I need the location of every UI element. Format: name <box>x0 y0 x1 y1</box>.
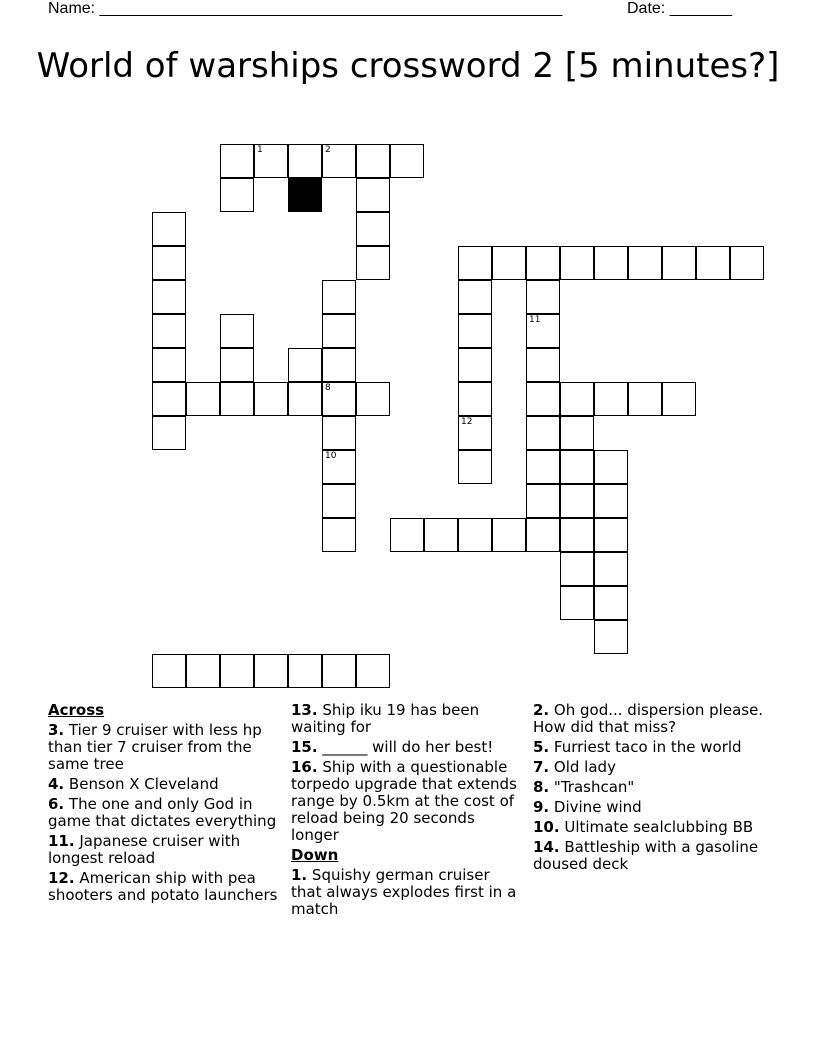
grid-cell[interactable] <box>560 484 594 518</box>
grid-cell[interactable] <box>322 518 356 552</box>
grid-cell[interactable] <box>322 654 356 688</box>
clue-number: 1 <box>257 145 263 155</box>
grid-cell[interactable] <box>662 382 696 416</box>
grid-cell[interactable] <box>220 348 254 382</box>
grid-cell[interactable] <box>220 314 254 348</box>
clue-number: 8 <box>325 383 331 393</box>
grid-cell[interactable] <box>594 246 628 280</box>
grid-cell[interactable] <box>288 654 322 688</box>
clue-down-10: 10. Ultimate sealclubbing BB <box>533 818 754 836</box>
grid-cell[interactable] <box>322 484 356 518</box>
grid-cell[interactable] <box>322 450 356 484</box>
grid-cell[interactable] <box>288 348 322 382</box>
grid-cell[interactable] <box>458 518 492 552</box>
grid-cell[interactable] <box>458 348 492 382</box>
grid-cell[interactable] <box>288 382 322 416</box>
grid-cell[interactable] <box>152 212 186 246</box>
down-heading: Down <box>291 846 339 864</box>
grid-cell[interactable] <box>424 518 458 552</box>
grid-cell[interactable] <box>220 144 254 178</box>
grid-cell[interactable] <box>594 586 628 620</box>
clue-down-1: 1. Squishy german cruiser that always explodes first in a match <box>291 866 517 918</box>
grid-cell[interactable] <box>220 654 254 688</box>
grid-cell[interactable] <box>356 144 390 178</box>
grid-cell[interactable] <box>322 280 356 314</box>
grid-cell[interactable] <box>152 654 186 688</box>
grid-cell[interactable] <box>526 382 560 416</box>
grid-cell[interactable] <box>526 280 560 314</box>
grid-cell[interactable] <box>322 382 356 416</box>
grid-cell[interactable] <box>356 382 390 416</box>
grid-cell[interactable] <box>220 178 254 212</box>
grid-cell[interactable] <box>390 518 424 552</box>
clue-number: 11 <box>529 315 541 325</box>
clue-across-11: 11. Japanese cruiser with longest reload <box>48 832 241 867</box>
clue-across-16: 16. Ship with a questionable torpedo upgrade that extends range by 0.5km at the cost of reload being 20 seconds longer <box>291 758 517 844</box>
across-heading: Across <box>48 701 105 719</box>
clue-down-5: 5. Furriest taco in the world <box>533 738 742 756</box>
grid-cell[interactable] <box>526 314 560 348</box>
grid-cell[interactable] <box>594 518 628 552</box>
grid-cell[interactable] <box>254 382 288 416</box>
name-field-label: Name: ____________________________________________________ <box>48 0 563 17</box>
grid-cell[interactable] <box>152 382 186 416</box>
grid-cell[interactable] <box>526 348 560 382</box>
grid-cell[interactable] <box>458 246 492 280</box>
clue-down-2: 2. Oh god... dispersion please. How did that miss? <box>533 701 764 736</box>
grid-cell[interactable] <box>254 654 288 688</box>
clue-across-13: 13. Ship iku 19 has been waiting for <box>291 701 480 736</box>
grid-cell[interactable] <box>526 450 560 484</box>
grid-cell[interactable] <box>526 518 560 552</box>
grid-cell[interactable] <box>322 416 356 450</box>
grid-cell[interactable] <box>288 144 322 178</box>
grid-cell[interactable] <box>322 314 356 348</box>
clues-column-2 <box>291 702 523 921</box>
grid-cell[interactable] <box>152 314 186 348</box>
grid-cell[interactable] <box>594 620 628 654</box>
grid-cell[interactable] <box>594 382 628 416</box>
grid-cell[interactable] <box>322 144 356 178</box>
grid-cell[interactable] <box>458 416 492 450</box>
grid-cell[interactable] <box>458 314 492 348</box>
clue-across-12: 12. American ship with pea shooters and potato launchers <box>48 869 278 904</box>
grid-cell[interactable] <box>322 348 356 382</box>
grid-cell[interactable] <box>594 552 628 586</box>
grid-cell[interactable] <box>186 654 220 688</box>
clues-column-3 <box>533 702 765 876</box>
grid-cell[interactable] <box>356 654 390 688</box>
grid-cell[interactable] <box>492 246 526 280</box>
grid-cell[interactable] <box>390 144 424 178</box>
grid-cell[interactable] <box>458 280 492 314</box>
grid-cell[interactable] <box>628 246 662 280</box>
grid-cell[interactable] <box>594 484 628 518</box>
clue-number: 12 <box>461 417 473 427</box>
clue-down-8: 8. "Trashcan" <box>533 778 635 796</box>
clue-down-7: 7. Old lady <box>533 758 616 776</box>
grid-cell[interactable] <box>356 178 390 212</box>
grid-cell[interactable] <box>186 382 220 416</box>
grid-cell[interactable] <box>458 382 492 416</box>
clue-across-6: 6. The one and only God in game that dictates everything <box>48 795 277 830</box>
grid-cell[interactable] <box>254 144 288 178</box>
grid-cell[interactable] <box>152 416 186 450</box>
clue-number: 10 <box>325 451 337 461</box>
clue-down-9: 9. Divine wind <box>533 798 642 816</box>
grid-cell[interactable] <box>594 450 628 484</box>
grid-cell[interactable] <box>560 382 594 416</box>
grid-cell[interactable] <box>730 246 764 280</box>
clue-across-3: 3. Tier 9 cruiser with less hp than tier 7 cruiser from the same tree <box>48 721 262 773</box>
grid-cell[interactable] <box>152 280 186 314</box>
grid-cell[interactable] <box>560 518 594 552</box>
grid-cell[interactable] <box>526 416 560 450</box>
grid-cell[interactable] <box>356 212 390 246</box>
clue-down-14: 14. Battleship with a gasoline doused deck <box>533 838 759 873</box>
clue-number: 2 <box>325 145 331 155</box>
grid-cell[interactable] <box>526 246 560 280</box>
grid-cell[interactable] <box>560 552 594 586</box>
grid-cell[interactable] <box>560 246 594 280</box>
grid-cell[interactable] <box>628 382 662 416</box>
grid-cell[interactable] <box>152 246 186 280</box>
grid-cell[interactable] <box>356 246 390 280</box>
grid-cell[interactable] <box>492 518 526 552</box>
grid-cell[interactable] <box>696 246 730 280</box>
grid-cell[interactable] <box>560 586 594 620</box>
grid-cell[interactable] <box>662 246 696 280</box>
grid-cell[interactable] <box>152 348 186 382</box>
grid-cell[interactable] <box>526 484 560 518</box>
clue-across-4: 4. Benson X Cleveland <box>48 775 219 793</box>
clues-column-1 <box>48 702 280 907</box>
grid-cell[interactable] <box>458 450 492 484</box>
clue-across-15: 15. ______ will do her best! <box>291 738 494 756</box>
grid-cell[interactable] <box>560 450 594 484</box>
date-field-label: Date: _______ <box>627 0 732 17</box>
grid-cell[interactable] <box>220 382 254 416</box>
page-title: World of warships crossword 2 [5 minutes?] <box>36 46 780 86</box>
grid-cell[interactable] <box>560 416 594 450</box>
black-cell <box>288 178 322 212</box>
